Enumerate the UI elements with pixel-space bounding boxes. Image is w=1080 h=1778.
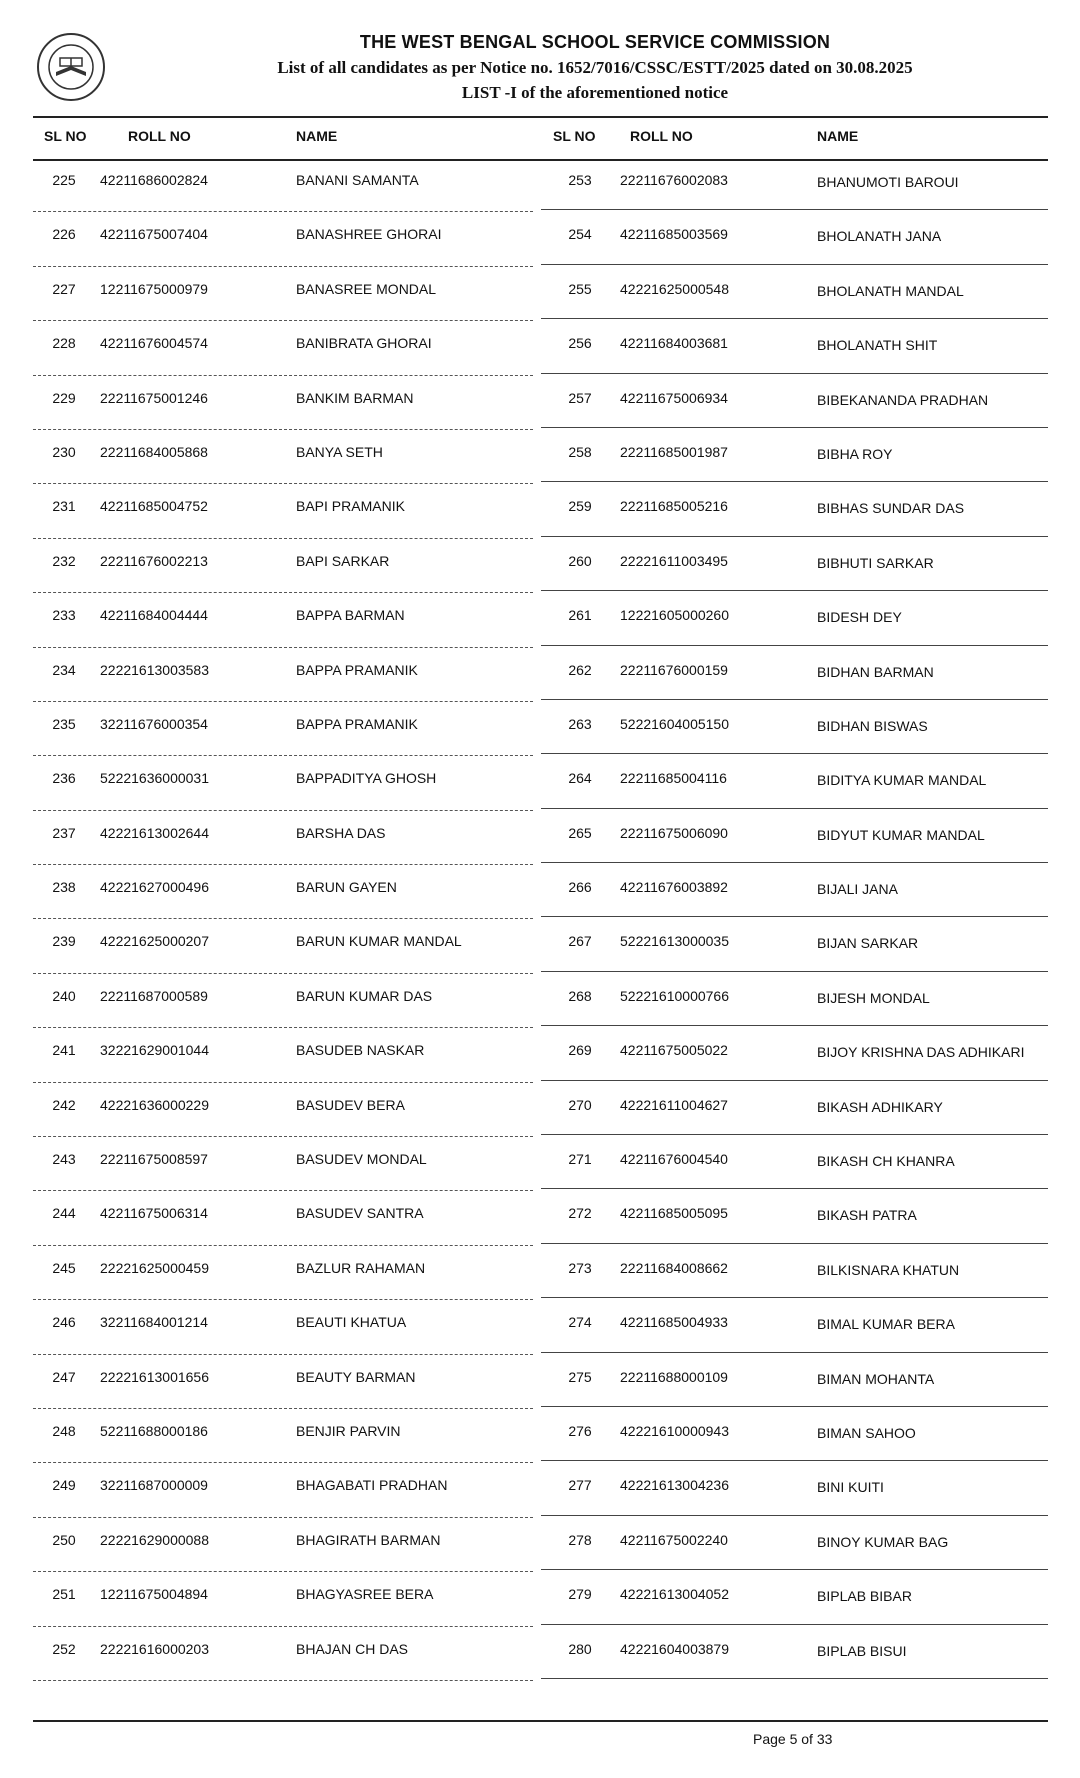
roll-left-cell: 22211684005868 bbox=[100, 443, 208, 460]
row-separator-dashed bbox=[33, 1571, 533, 1572]
sl-left-cell: 236 bbox=[52, 770, 76, 787]
sl-left-cell: 246 bbox=[52, 1314, 76, 1331]
name-left-cell: BAPI SARKAR bbox=[296, 552, 390, 569]
name-left-cell: BANASHREE GHORAI bbox=[296, 226, 442, 243]
candidate-table bbox=[0, 164, 1080, 1687]
sl-right-cell: 272 bbox=[568, 1205, 592, 1222]
name-right-cell: BIJALI JANA bbox=[817, 881, 898, 898]
table-row bbox=[0, 1252, 1080, 1306]
row-separator-solid bbox=[541, 1134, 1048, 1135]
name-right-cell: BIBHUTI SARKAR bbox=[817, 554, 934, 571]
name-left-cell: BANYA SETH bbox=[296, 443, 383, 460]
roll-left-cell: 22221616000203 bbox=[100, 1640, 210, 1657]
roll-left-cell: 22221629000088 bbox=[100, 1531, 210, 1548]
table-row bbox=[0, 762, 1080, 816]
sl-right-cell: 274 bbox=[568, 1314, 592, 1331]
name-right-cell: BIMAN SAHOO bbox=[817, 1424, 916, 1441]
sl-left-cell: 226 bbox=[52, 226, 76, 243]
row-separator-solid bbox=[541, 699, 1048, 700]
name-right-cell: BIDESH DEY bbox=[817, 609, 902, 626]
name-left-cell: BHAGYASREE BERA bbox=[296, 1586, 434, 1603]
sl-right-cell: 258 bbox=[568, 443, 592, 460]
table-row bbox=[0, 436, 1080, 490]
col-header-name-right: NAME bbox=[817, 128, 859, 144]
table-row bbox=[0, 1524, 1080, 1578]
sl-left-cell: 240 bbox=[52, 987, 76, 1004]
roll-left-cell: 22211675008597 bbox=[100, 1151, 208, 1168]
col-header-sl-left: SL NO bbox=[44, 128, 87, 144]
row-separator-dashed bbox=[33, 810, 533, 811]
name-left-cell: BANIBRATA GHORAI bbox=[296, 335, 432, 352]
roll-left-cell: 42211685004752 bbox=[100, 498, 208, 515]
name-left-cell: BAPPA PRAMANIK bbox=[296, 661, 418, 678]
sl-left-cell: 233 bbox=[52, 607, 76, 624]
name-right-cell: BIMAN MOHANTA bbox=[817, 1370, 935, 1387]
sl-left-cell: 249 bbox=[52, 1477, 76, 1494]
row-separator-dashed bbox=[33, 592, 533, 593]
roll-left-cell: 42211675007404 bbox=[100, 226, 208, 243]
roll-right-cell: 42211676003892 bbox=[620, 879, 728, 896]
row-separator-solid bbox=[541, 1025, 1048, 1026]
row-separator-dashed bbox=[33, 1136, 533, 1137]
name-right-cell: BIDITYA KUMAR MANDAL bbox=[817, 772, 987, 789]
roll-left-cell: 42211684004444 bbox=[100, 607, 208, 624]
roll-left-cell: 22211675001246 bbox=[100, 389, 208, 406]
table-row bbox=[0, 925, 1080, 979]
roll-right-cell: 42211685005095 bbox=[620, 1205, 728, 1222]
page-number: Page 5 of 33 bbox=[753, 1731, 833, 1747]
sl-left-cell: 247 bbox=[52, 1368, 76, 1385]
table-row bbox=[0, 708, 1080, 762]
row-separator-solid bbox=[541, 1188, 1048, 1189]
roll-right-cell: 42221611004627 bbox=[620, 1096, 728, 1113]
roll-right-cell: 52221613000035 bbox=[620, 933, 730, 950]
roll-left-cell: 12211675004894 bbox=[100, 1586, 208, 1603]
roll-left-cell: 42221625000207 bbox=[100, 933, 210, 950]
row-separator-solid bbox=[541, 590, 1048, 591]
name-right-cell: BIDHAN BARMAN bbox=[817, 663, 934, 680]
name-right-cell: BIPLAB BIBAR bbox=[817, 1588, 912, 1605]
roll-left-cell: 42211676004574 bbox=[100, 335, 208, 352]
row-separator-dashed bbox=[33, 1190, 533, 1191]
table-header bbox=[0, 128, 1080, 154]
row-separator-dashed bbox=[33, 973, 533, 974]
name-left-cell: BARUN KUMAR DAS bbox=[296, 987, 433, 1004]
name-left-cell: BARUN KUMAR MANDAL bbox=[296, 933, 462, 950]
notice-subtitle: List of all candidates as per Notice no. 1652/7016/CSSC/ESTT/2025 dated on 30.08.2025 bbox=[277, 58, 913, 77]
commission-title: THE WEST BENGAL SCHOOL SERVICE COMMISSION bbox=[359, 32, 831, 52]
roll-right-cell: 22211685001987 bbox=[620, 443, 728, 460]
row-separator-dashed bbox=[33, 375, 533, 376]
sl-left-cell: 231 bbox=[52, 498, 76, 515]
name-left-cell: BAPPADITYA GHOSH bbox=[296, 770, 437, 787]
name-left-cell: BANASREE MONDAL bbox=[296, 280, 437, 297]
name-right-cell: BHANUMOTI BAROUI bbox=[817, 174, 959, 190]
col-header-name-left: NAME bbox=[296, 128, 338, 144]
roll-right-cell: 22211684008662 bbox=[620, 1259, 728, 1276]
row-separator-dashed bbox=[33, 1245, 533, 1246]
sl-right-cell: 280 bbox=[568, 1640, 592, 1657]
table-row bbox=[0, 218, 1080, 272]
sl-left-cell: 235 bbox=[52, 715, 76, 732]
table-row bbox=[0, 599, 1080, 653]
table-row bbox=[0, 654, 1080, 708]
table-row bbox=[0, 490, 1080, 544]
name-left-cell: BARSHA DAS bbox=[296, 824, 386, 841]
roll-right-cell: 42211685003569 bbox=[620, 226, 728, 243]
row-separator-dashed bbox=[33, 647, 533, 648]
name-left-cell: BANANI SAMANTA bbox=[296, 172, 419, 188]
sl-left-cell: 242 bbox=[52, 1096, 76, 1113]
sl-right-cell: 276 bbox=[568, 1422, 592, 1439]
sl-left-cell: 230 bbox=[52, 443, 76, 460]
table-row bbox=[0, 1578, 1080, 1632]
sl-right-cell: 263 bbox=[568, 715, 592, 732]
sl-left-cell: 232 bbox=[52, 552, 76, 569]
row-separator-dashed bbox=[33, 1354, 533, 1355]
sl-left-cell: 239 bbox=[52, 933, 76, 950]
sl-right-cell: 255 bbox=[568, 280, 592, 297]
row-separator-dashed bbox=[33, 1408, 533, 1409]
sl-right-cell: 278 bbox=[568, 1531, 592, 1548]
roll-right-cell: 42221613004052 bbox=[620, 1586, 730, 1603]
sl-right-cell: 270 bbox=[568, 1096, 592, 1113]
name-right-cell: BILKISNARA KHATUN bbox=[817, 1261, 960, 1278]
name-right-cell: BIJAN SARKAR bbox=[817, 935, 919, 952]
sl-right-cell: 273 bbox=[568, 1259, 592, 1276]
row-separator-solid bbox=[541, 1569, 1048, 1570]
sl-left-cell: 245 bbox=[52, 1259, 76, 1276]
sl-left-cell: 243 bbox=[52, 1151, 76, 1168]
header-top-rule bbox=[33, 116, 1048, 118]
roll-right-cell: 42221610000943 bbox=[620, 1422, 730, 1439]
name-right-cell: BIPLAB BISUI bbox=[817, 1642, 907, 1659]
sl-left-cell: 227 bbox=[52, 280, 76, 297]
name-right-cell: BIKASH ADHIKARY bbox=[817, 1098, 943, 1115]
sl-right-cell: 257 bbox=[568, 389, 592, 406]
name-right-cell: BIBHA ROY bbox=[817, 445, 893, 462]
row-separator-dashed bbox=[33, 1517, 533, 1518]
row-separator-solid bbox=[541, 1406, 1048, 1407]
row-separator-solid bbox=[541, 753, 1048, 754]
sl-left-cell: 234 bbox=[52, 661, 76, 678]
row-separator-solid bbox=[541, 916, 1048, 917]
roll-right-cell: 52221610000766 bbox=[620, 987, 730, 1004]
row-separator-solid bbox=[541, 373, 1048, 374]
name-left-cell: BAPPA BARMAN bbox=[296, 607, 405, 624]
roll-left-cell: 42211686002824 bbox=[100, 172, 208, 188]
name-left-cell: BANKIM BARMAN bbox=[296, 389, 414, 406]
name-right-cell: BIDHAN BISWAS bbox=[817, 717, 928, 734]
row-separator-dashed bbox=[33, 755, 533, 756]
roll-left-cell: 22211687000589 bbox=[100, 987, 208, 1004]
name-left-cell: BEAUTY BARMAN bbox=[296, 1368, 416, 1385]
row-separator-dashed bbox=[33, 538, 533, 539]
row-separator-dashed bbox=[33, 1462, 533, 1463]
roll-right-cell: 22211688000109 bbox=[620, 1368, 728, 1385]
roll-right-cell: 42211676004540 bbox=[620, 1151, 728, 1168]
name-right-cell: BIBHAS SUNDAR DAS bbox=[817, 500, 965, 517]
name-left-cell: BARUN GAYEN bbox=[296, 879, 397, 896]
table-row bbox=[0, 1361, 1080, 1415]
sl-left-cell: 238 bbox=[52, 879, 76, 896]
sl-right-cell: 260 bbox=[568, 552, 592, 569]
sl-left-cell: 241 bbox=[52, 1042, 76, 1059]
sl-left-cell: 244 bbox=[52, 1205, 76, 1222]
name-left-cell: BASUDEV BERA bbox=[296, 1096, 405, 1113]
row-separator-solid bbox=[541, 264, 1048, 265]
sl-right-cell: 261 bbox=[568, 607, 592, 624]
roll-right-cell: 42221613004236 bbox=[620, 1477, 730, 1494]
roll-right-cell: 22211675006090 bbox=[620, 824, 728, 841]
row-separator-solid bbox=[541, 1624, 1048, 1625]
roll-right-cell: 42211675002240 bbox=[620, 1531, 728, 1548]
name-right-cell: BHOLANATH SHIT bbox=[817, 337, 938, 354]
sl-left-cell: 250 bbox=[52, 1531, 76, 1548]
table-row bbox=[0, 980, 1080, 1034]
name-left-cell: BASUDEV MONDAL bbox=[296, 1151, 427, 1168]
roll-right-cell: 22211685005216 bbox=[620, 498, 728, 515]
sl-right-cell: 267 bbox=[568, 933, 592, 950]
roll-left-cell: 22221625000459 bbox=[100, 1259, 210, 1276]
name-left-cell: BAPPA PRAMANIK bbox=[296, 715, 418, 732]
roll-left-cell: 22221613003583 bbox=[100, 661, 210, 678]
roll-left-cell: 32211676000354 bbox=[100, 715, 208, 732]
name-right-cell: BIKASH PATRA bbox=[817, 1207, 917, 1224]
table-row bbox=[0, 1469, 1080, 1523]
row-separator-dashed bbox=[33, 864, 533, 865]
name-right-cell: BHOLANATH MANDAL bbox=[817, 282, 964, 299]
roll-right-cell: 12221605000260 bbox=[620, 607, 730, 624]
row-separator-solid bbox=[541, 1352, 1048, 1353]
row-separator-dashed bbox=[33, 266, 533, 267]
sl-right-cell: 275 bbox=[568, 1368, 592, 1385]
row-separator-solid bbox=[541, 209, 1048, 210]
roll-left-cell: 42221627000496 bbox=[100, 879, 210, 896]
sl-right-cell: 253 bbox=[568, 172, 592, 188]
header-bottom-rule bbox=[33, 159, 1048, 161]
name-left-cell: BASUDEV SANTRA bbox=[296, 1205, 424, 1222]
footer-rule bbox=[33, 1720, 1048, 1722]
sl-left-cell: 251 bbox=[52, 1586, 76, 1603]
table-row bbox=[0, 817, 1080, 871]
name-left-cell: BASUDEB NASKAR bbox=[296, 1042, 425, 1059]
sl-right-cell: 256 bbox=[568, 335, 592, 352]
name-right-cell: BIJESH MONDAL bbox=[817, 989, 930, 1006]
roll-left-cell: 32211684001214 bbox=[100, 1314, 208, 1331]
document-header bbox=[0, 32, 1080, 103]
row-separator-dashed bbox=[33, 211, 533, 212]
name-right-cell: BIMAL KUMAR BERA bbox=[817, 1316, 955, 1333]
sl-right-cell: 271 bbox=[568, 1151, 592, 1168]
table-row bbox=[0, 871, 1080, 925]
row-separator-solid bbox=[541, 862, 1048, 863]
roll-right-cell: 42211675006934 bbox=[620, 389, 728, 406]
name-left-cell: BAPI PRAMANIK bbox=[296, 498, 405, 515]
name-left-cell: BEAUTI KHATUA bbox=[296, 1314, 407, 1331]
col-header-roll-left: ROLL NO bbox=[128, 128, 191, 144]
row-separator-solid bbox=[541, 318, 1048, 319]
row-separator-dashed bbox=[33, 1082, 533, 1083]
row-separator-solid bbox=[541, 971, 1048, 972]
row-separator-dashed bbox=[33, 429, 533, 430]
row-separator-dashed bbox=[33, 320, 533, 321]
sl-right-cell: 268 bbox=[568, 987, 592, 1004]
table-row bbox=[0, 1415, 1080, 1469]
name-left-cell: BENJIR PARVIN bbox=[296, 1422, 401, 1439]
table-row bbox=[0, 164, 1080, 218]
roll-left-cell: 52211688000186 bbox=[100, 1422, 208, 1439]
row-separator-solid bbox=[541, 1678, 1048, 1679]
row-separator-dashed bbox=[33, 1680, 533, 1681]
roll-left-cell: 32221629001044 bbox=[100, 1042, 210, 1059]
name-right-cell: BIJOY KRISHNA DAS ADHIKARI bbox=[817, 1044, 1025, 1061]
roll-left-cell: 12211675000979 bbox=[100, 280, 208, 297]
sl-right-cell: 262 bbox=[568, 661, 592, 678]
row-separator-dashed bbox=[33, 483, 533, 484]
row-separator-dashed bbox=[33, 701, 533, 702]
name-right-cell: BIBEKANANDA PRADHAN bbox=[817, 391, 989, 408]
roll-right-cell: 42221604003879 bbox=[620, 1640, 730, 1657]
table-row bbox=[0, 1633, 1080, 1687]
sl-left-cell: 228 bbox=[52, 335, 76, 352]
sl-right-cell: 265 bbox=[568, 824, 592, 841]
table-row bbox=[0, 545, 1080, 599]
roll-right-cell: 42211685004933 bbox=[620, 1314, 728, 1331]
roll-right-cell: 22211676002083 bbox=[620, 172, 728, 188]
name-right-cell: BHOLANATH JANA bbox=[817, 228, 942, 245]
sl-left-cell: 237 bbox=[52, 824, 76, 841]
table-row bbox=[0, 273, 1080, 327]
row-separator-solid bbox=[541, 481, 1048, 482]
name-right-cell: BINOY KUMAR BAG bbox=[817, 1533, 949, 1550]
row-separator-solid bbox=[541, 1297, 1048, 1298]
table-row bbox=[0, 1306, 1080, 1360]
roll-left-cell: 32211687000009 bbox=[100, 1477, 208, 1494]
name-right-cell: BINI KUITI bbox=[817, 1479, 884, 1496]
row-separator-dashed bbox=[33, 1027, 533, 1028]
row-separator-dashed bbox=[33, 1626, 533, 1627]
list-label: LIST -I of the aforementioned notice bbox=[461, 83, 729, 102]
roll-left-cell: 42221636000229 bbox=[100, 1096, 210, 1113]
roll-left-cell: 42211675006314 bbox=[100, 1205, 208, 1222]
roll-left-cell: 22221613001656 bbox=[100, 1368, 210, 1385]
roll-right-cell: 22211685004116 bbox=[620, 770, 727, 787]
table-row bbox=[0, 382, 1080, 436]
sl-left-cell: 248 bbox=[52, 1422, 76, 1439]
roll-left-cell: 42221613002644 bbox=[100, 824, 210, 841]
row-separator-solid bbox=[541, 1460, 1048, 1461]
name-left-cell: BHAJAN CH DAS bbox=[296, 1640, 409, 1657]
roll-left-cell: 52221636000031 bbox=[100, 770, 210, 787]
row-separator-dashed bbox=[33, 918, 533, 919]
sl-left-cell: 229 bbox=[52, 389, 76, 406]
row-separator-solid bbox=[541, 1243, 1048, 1244]
row-separator-solid bbox=[541, 427, 1048, 428]
sl-right-cell: 264 bbox=[568, 770, 592, 787]
table-row bbox=[0, 327, 1080, 381]
roll-right-cell: 42221625000548 bbox=[620, 280, 730, 297]
row-separator-solid bbox=[541, 536, 1048, 537]
row-separator-solid bbox=[541, 645, 1048, 646]
table-row bbox=[0, 1143, 1080, 1197]
name-right-cell: BIKASH CH KHANRA bbox=[817, 1153, 955, 1170]
sl-right-cell: 266 bbox=[568, 879, 592, 896]
name-left-cell: BHAGABATI PRADHAN bbox=[296, 1477, 448, 1494]
name-left-cell: BHAGIRATH BARMAN bbox=[296, 1531, 441, 1548]
roll-right-cell: 42211675005022 bbox=[620, 1042, 728, 1059]
sl-left-cell: 225 bbox=[52, 172, 76, 188]
row-separator-dashed bbox=[33, 1299, 533, 1300]
name-left-cell: BAZLUR RAHAMAN bbox=[296, 1259, 426, 1276]
sl-right-cell: 254 bbox=[568, 226, 592, 243]
sl-right-cell: 277 bbox=[568, 1477, 592, 1494]
roll-right-cell: 22221611003495 bbox=[620, 552, 728, 569]
sl-right-cell: 259 bbox=[568, 498, 592, 515]
roll-left-cell: 22211676002213 bbox=[100, 552, 208, 569]
row-separator-solid bbox=[541, 1080, 1048, 1081]
sl-right-cell: 269 bbox=[568, 1042, 592, 1059]
row-separator-solid bbox=[541, 1515, 1048, 1516]
col-header-sl-right: SL NO bbox=[553, 128, 596, 144]
roll-right-cell: 22211676000159 bbox=[620, 661, 728, 678]
table-row bbox=[0, 1089, 1080, 1143]
sl-left-cell: 252 bbox=[52, 1640, 76, 1657]
col-header-roll-right: ROLL NO bbox=[630, 128, 693, 144]
row-separator-solid bbox=[541, 808, 1048, 809]
roll-right-cell: 52221604005150 bbox=[620, 715, 730, 732]
name-right-cell: BIDYUT KUMAR MANDAL bbox=[817, 826, 985, 843]
roll-right-cell: 42211684003681 bbox=[620, 335, 728, 352]
table-row bbox=[0, 1197, 1080, 1251]
table-row bbox=[0, 1034, 1080, 1088]
sl-right-cell: 279 bbox=[568, 1586, 592, 1603]
